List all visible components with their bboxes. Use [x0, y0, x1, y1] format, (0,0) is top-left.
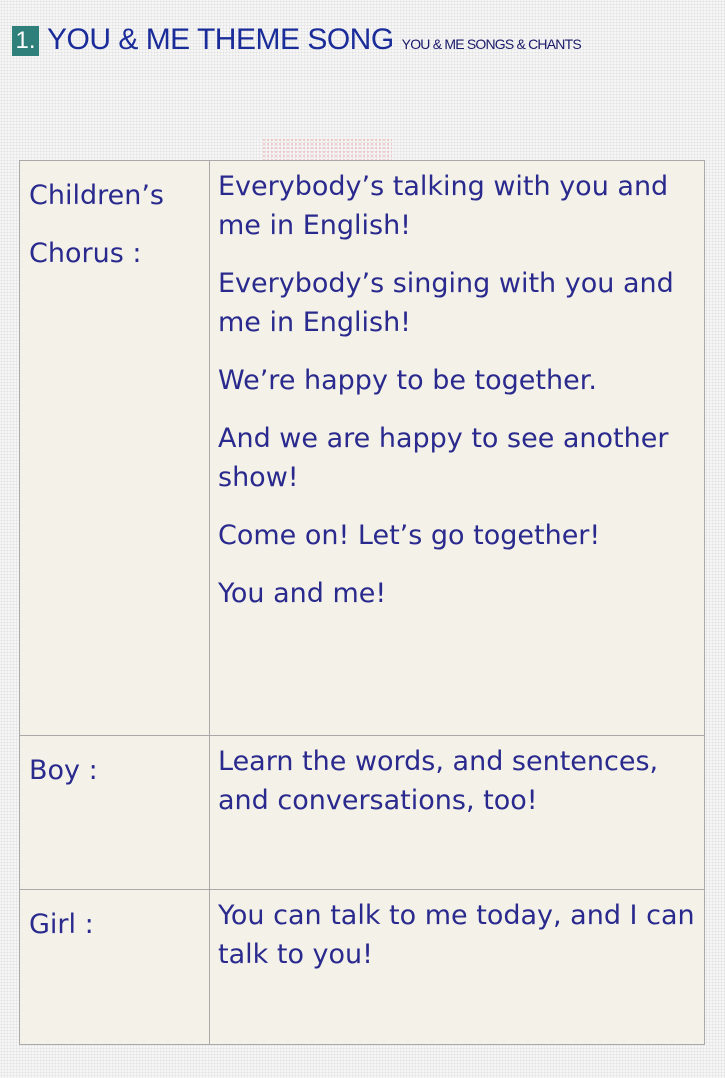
lyric-line: Come on! Let’s go together! [218, 520, 601, 551]
table-row [20, 736, 705, 890]
lyric-line: Learn the words, and sentences, and conversations, too! [218, 746, 659, 816]
song-subtitle: YOU & ME SONGS & CHANTS [401, 36, 581, 52]
lyric-line: We’re happy to be together. [218, 365, 597, 396]
lyric-line: Everybody’s talking with you and me in English! [218, 171, 669, 241]
decorative-dots [262, 138, 392, 162]
lyric-line: You and me! [218, 578, 387, 609]
speaker-cell: Girl : [20, 890, 210, 1045]
lyric-line: Everybody’s singing with you and me in English! [218, 268, 674, 338]
page-header [12, 18, 581, 58]
lyric-line: You can talk to me today, and I can talk to you! [218, 900, 695, 970]
table-row [20, 161, 705, 736]
song-title: YOU & ME THEME SONG [47, 23, 394, 56]
lyrics-table [19, 160, 705, 1045]
speaker-cell: Boy : [20, 736, 210, 890]
lyrics-cell [210, 161, 705, 736]
speaker-cell: Children’s Chorus : [20, 161, 210, 736]
lyric-line: And we are happy to see another show! [218, 423, 669, 493]
lyrics-cell [210, 890, 705, 1045]
table-row [20, 890, 705, 1045]
section-number: 1. [12, 26, 39, 56]
lyrics-cell [210, 736, 705, 890]
